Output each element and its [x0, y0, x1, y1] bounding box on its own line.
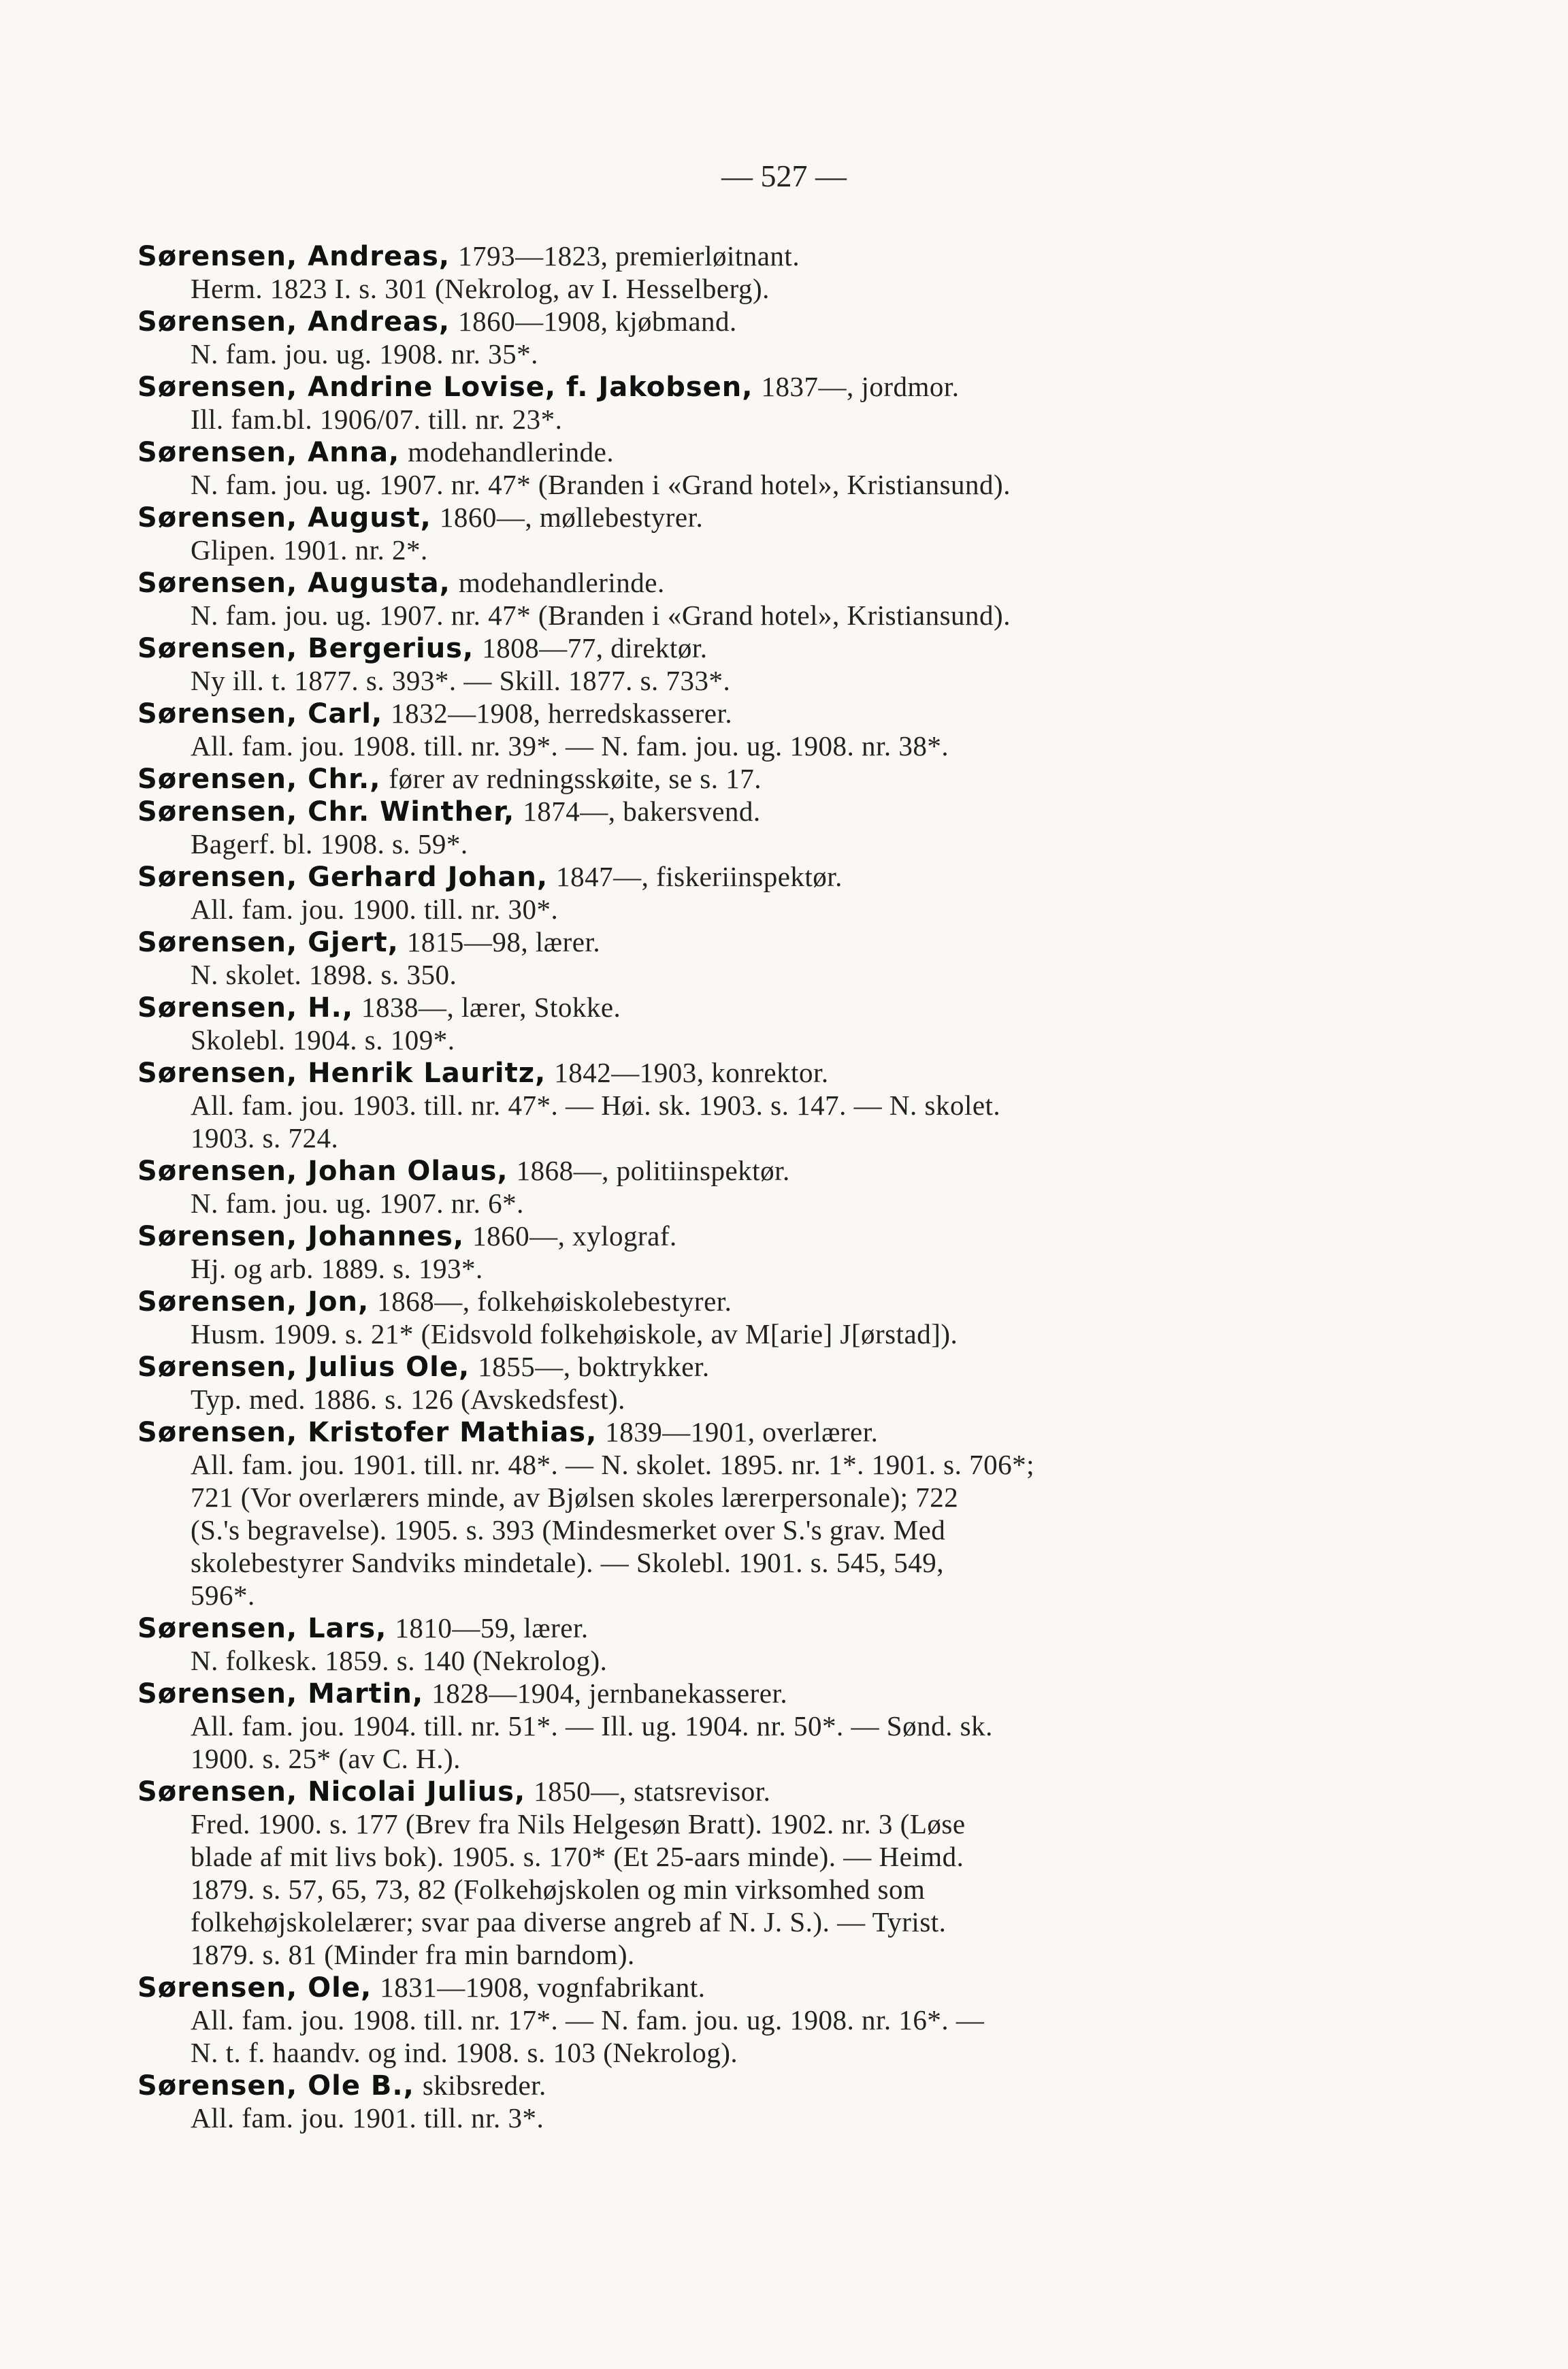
entry-heading — [137, 762, 1308, 795]
entry-reference: N. fam. jou. ug. 1908. nr. 35*. — [191, 338, 538, 370]
entry-reference: N. folkesk. 1859. s. 140 (Nekrolog). — [191, 1645, 608, 1676]
entry-name: Sørensen, Henrik Lauritz, — [137, 1058, 546, 1089]
entry-description: 1831—1908, vognfabrikant. — [380, 1972, 706, 2003]
entry-name: Sørensen, August, — [137, 502, 431, 534]
list-item — [137, 1677, 1308, 1775]
list-item — [137, 1220, 1308, 1285]
entry-description: 1828—1904, jernbanekasserer. — [431, 1678, 788, 1709]
entry-heading — [137, 1154, 1308, 1187]
entry-reference: All. fam. jou. 1901. till. nr. 3*. — [191, 2102, 544, 2134]
entry-heading — [137, 566, 1308, 599]
entry-description: 1837—, jordmor. — [761, 371, 960, 402]
entry-name: Sørensen, Carl, — [137, 698, 383, 730]
entry-description: 1860—, møllebestyrer. — [439, 502, 704, 533]
entry-reference: (S.'s begravelse). 1905. s. 393 (Mindesmerket over S.'s grav. Med — [191, 1514, 946, 1546]
entry-heading — [137, 860, 1308, 893]
list-item — [137, 697, 1308, 762]
entry-reference: Typ. med. 1886. s. 126 (Avskedsfest). — [191, 1384, 625, 1415]
list-item — [137, 566, 1308, 632]
entry-reference: Ill. fam.bl. 1906/07. till. nr. 23*. — [191, 404, 563, 435]
entry-description: 1793—1823, premierløitnant. — [458, 240, 800, 272]
entry-heading — [137, 926, 1308, 958]
entry-description: fører av redningsskøite, se s. 17. — [389, 763, 762, 794]
list-item — [137, 762, 1308, 795]
entry-name: Sørensen, Kristofer Mathias, — [137, 1417, 598, 1448]
entry-name: Sørensen, Andreas, — [137, 306, 451, 338]
entry-heading — [137, 2069, 1308, 2102]
entry-heading — [137, 1677, 1308, 1710]
list-item — [137, 370, 1308, 436]
entry-description: 1808—77, direktør. — [482, 632, 708, 664]
entry-description: 1868—, folkehøiskolebestyrer. — [377, 1286, 732, 1317]
entry-reference: N. skolet. 1898. s. 350. — [191, 959, 457, 990]
list-item — [137, 240, 1308, 305]
entry-reference: 1900. s. 25* (av C. H.). — [191, 1743, 461, 1774]
entry-heading — [137, 436, 1308, 468]
entry-reference: 721 (Vor overlærers minde, av Bjølsen skoles lærerpersonale); 722 — [191, 1482, 959, 1513]
entry-reference: N. fam. jou. ug. 1907. nr. 47* (Branden i «Grand hotel», Kristiansund). — [191, 600, 1011, 631]
entry-heading — [137, 1220, 1308, 1252]
entry-name: Sørensen, Andrine Lovise, f. Jakobsen, — [137, 372, 753, 403]
entry-name: Sørensen, Ole, — [137, 1972, 372, 2004]
entry-description: 1860—, xylograf. — [472, 1220, 677, 1252]
entry-reference: 1879. s. 57, 65, 73, 82 (Folkehøjskolen og min virksomhed som — [191, 1874, 926, 1905]
entry-description: 1860—1908, kjøbmand. — [458, 306, 737, 337]
entry-reference: 1903. s. 724. — [191, 1122, 339, 1154]
entry-reference: folkehøjskolelærer; svar paa diverse angreb af N. J. S.). — Tyrist. — [191, 1906, 947, 1938]
entry-reference: All. fam. jou. 1908. till. nr. 39*. — N. fam. jou. ug. 1908. nr. 38*. — [191, 730, 949, 762]
entry-reference: skolebestyrer Sandviks mindetale). — Skolebl. 1901. s. 545, 549, — [191, 1547, 944, 1578]
entry-name: Sørensen, Andreas, — [137, 241, 451, 272]
entry-reference: Husm. 1909. s. 21* (Eidsvold folkehøiskole, av M[arie] J[ørstad]). — [191, 1318, 958, 1350]
list-item — [137, 2069, 1308, 2134]
list-item — [137, 436, 1308, 501]
entry-reference: Bagerf. bl. 1908. s. 59*. — [191, 828, 468, 860]
entry-reference: 596*. — [191, 1580, 255, 1611]
entry-reference: All. fam. jou. 1903. till. nr. 47*. — Høi. sk. 1903. s. 147. — N. skolet. — [191, 1090, 1001, 1121]
list-item — [137, 1056, 1308, 1154]
entry-description: 1847—, fiskeriinspektør. — [556, 861, 843, 892]
entry-heading — [137, 1350, 1308, 1383]
entry-reference: Fred. 1900. s. 177 (Brev fra Nils Helgesøn Bratt). 1902. nr. 3 (Løse — [191, 1808, 966, 1840]
entry-description: 1855—, boktrykker. — [478, 1351, 710, 1382]
entry-name: Sørensen, Johan Olaus, — [137, 1156, 508, 1187]
entry-heading — [137, 697, 1308, 730]
list-item — [137, 1154, 1308, 1220]
entry-name: Sørensen, Anna, — [137, 437, 400, 468]
entry-name: Sørensen, H., — [137, 992, 354, 1024]
entry-name: Sørensen, Gjert, — [137, 927, 399, 958]
entry-description: 1832—1908, herredskasserer. — [391, 698, 733, 729]
entry-name: Sørensen, Lars, — [137, 1613, 387, 1644]
entry-description: modehandlerinde. — [408, 436, 615, 468]
entry-name: Sørensen, Julius Ole, — [137, 1352, 470, 1383]
entry-description: skibsreder. — [422, 2070, 546, 2101]
entry-heading — [137, 1416, 1308, 1448]
entry-heading — [137, 305, 1308, 338]
entry-description: 1815—98, lærer. — [406, 926, 601, 958]
entry-description: 1839—1901, overlærer. — [605, 1416, 879, 1448]
entry-list — [137, 240, 1308, 2134]
entry-description: 1810—59, lærer. — [395, 1612, 589, 1644]
entry-reference: N. t. f. haandv. og ind. 1908. s. 103 (Nekrolog). — [191, 2037, 738, 2068]
entry-heading — [137, 991, 1308, 1024]
entry-description: 1850—, statsrevisor. — [534, 1776, 771, 1807]
entry-name: Sørensen, Nicolai Julius, — [137, 1776, 526, 1808]
entry-reference: All. fam. jou. 1904. till. nr. 51*. — Ill. ug. 1904. nr. 50*. — Sønd. sk. — [191, 1710, 993, 1742]
entry-name: Sørensen, Johannes, — [137, 1221, 465, 1252]
entry-description: 1842—1903, konrektor. — [554, 1057, 829, 1088]
entry-reference: Herm. 1823 I. s. 301 (Nekrolog, av I. Hesselberg). — [191, 273, 770, 304]
entry-heading — [137, 632, 1308, 664]
list-item — [137, 501, 1308, 566]
entry-heading — [137, 240, 1308, 272]
entry-reference: N. fam. jou. ug. 1907. nr. 6*. — [191, 1188, 524, 1219]
list-item — [137, 926, 1308, 991]
entry-name: Sørensen, Chr., — [137, 764, 381, 795]
list-item — [137, 1775, 1308, 1971]
entry-heading — [137, 1775, 1308, 1808]
entry-name: Sørensen, Gerhard Johan, — [137, 862, 549, 893]
list-item — [137, 860, 1308, 926]
list-item — [137, 1971, 1308, 2069]
list-item — [137, 632, 1308, 697]
page-number: — 527 — — [721, 159, 847, 193]
entry-name: Sørensen, Ole B., — [137, 2070, 414, 2102]
list-item — [137, 1285, 1308, 1350]
entry-heading — [137, 1285, 1308, 1318]
entry-heading — [137, 501, 1308, 534]
entry-heading — [137, 1612, 1308, 1644]
entry-heading — [137, 1971, 1308, 2004]
list-item — [137, 1350, 1308, 1416]
entry-reference: Glipen. 1901. nr. 2*. — [191, 534, 428, 566]
entry-heading — [137, 370, 1308, 403]
entry-reference: Ny ill. t. 1877. s. 393*. — Skill. 1877. s. 733*. — [191, 665, 731, 696]
entry-reference: All. fam. jou. 1900. till. nr. 30*. — [191, 894, 559, 925]
entry-description: 1868—, politiinspektør. — [516, 1155, 790, 1186]
entry-reference: N. fam. jou. ug. 1907. nr. 47* (Branden i «Grand hotel», Kristiansund). — [191, 469, 1011, 500]
entry-name: Sørensen, Augusta, — [137, 568, 451, 599]
entry-description: 1874—, bakersvend. — [523, 796, 761, 827]
entry-reference: All. fam. jou. 1908. till. nr. 17*. — N. fam. jou. ug. 1908. nr. 16*. — — [191, 2004, 985, 2036]
entry-reference: Hj. og arb. 1889. s. 193*. — [191, 1253, 483, 1284]
entry-name: Sørensen, Chr. Winther, — [137, 796, 515, 828]
entry-name: Sørensen, Martin, — [137, 1678, 424, 1710]
list-item — [137, 991, 1308, 1056]
list-item — [137, 1612, 1308, 1677]
entry-reference: All. fam. jou. 1901. till. nr. 48*. — N. skolet. 1895. nr. 1*. 1901. s. 706*; — [191, 1449, 1035, 1480]
entry-reference: 1879. s. 81 (Minder fra min barndom). — [191, 1939, 635, 1970]
entry-description: modehandlerinde. — [458, 567, 665, 598]
entry-name: Sørensen, Jon, — [137, 1286, 370, 1318]
list-item — [137, 1416, 1308, 1612]
entry-reference: Skolebl. 1904. s. 109*. — [191, 1024, 455, 1056]
list-item — [137, 795, 1308, 860]
entry-description: 1838—, lærer, Stokke. — [361, 992, 621, 1023]
list-item — [137, 305, 1308, 370]
entry-heading — [137, 795, 1308, 828]
entry-name: Sørensen, Bergerius, — [137, 633, 474, 664]
entry-heading — [137, 1056, 1308, 1089]
entry-reference: blade af mit livs bok). 1905. s. 170* (Et 25-aars minde). — Heimd. — [191, 1841, 964, 1872]
